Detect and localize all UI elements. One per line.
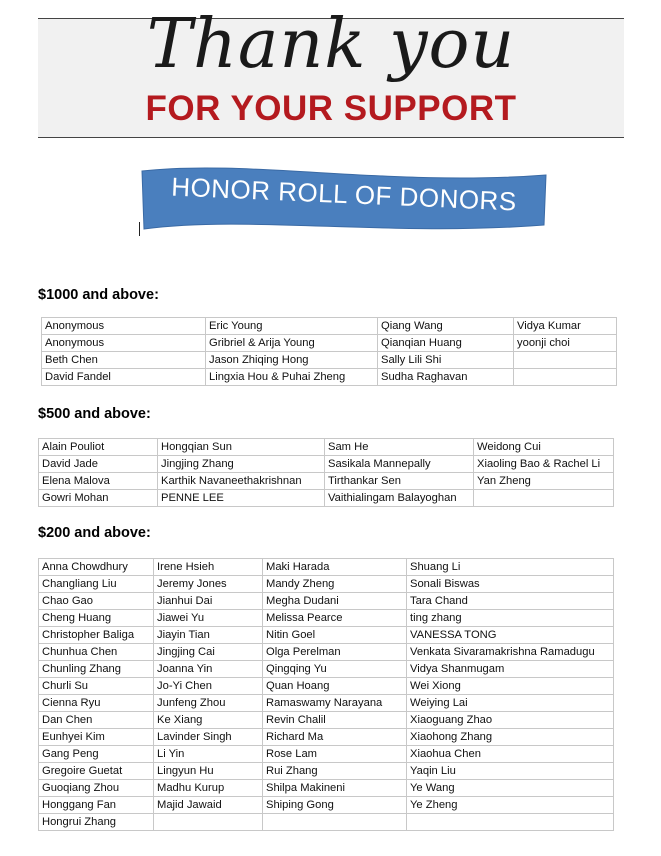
donor-cell: Beth Chen [42, 352, 206, 369]
donor-cell: Gowri Mohan [39, 490, 158, 507]
donor-cell: Yaqin Liu [407, 763, 614, 780]
donor-cell: Quan Hoang [263, 678, 407, 695]
donor-cell: Xiaohua Chen [407, 746, 614, 763]
donor-cell: Joanna Yin [154, 661, 263, 678]
donor-cell: Melissa Pearce [263, 610, 407, 627]
table-row [42, 352, 617, 369]
donor-cell: Mandy Zheng [263, 576, 407, 593]
donor-cell: Irene Hsieh [154, 559, 263, 576]
donor-cell: VANESSA TONG [407, 627, 614, 644]
donor-cell: Xiaoling Bao & Rachel Li [474, 456, 614, 473]
donor-cell [514, 352, 617, 369]
donor-cell: Sally Lili Shi [378, 352, 514, 369]
donor-cell: Olga Perelman [263, 644, 407, 661]
table-row [39, 712, 614, 729]
donor-cell: yoonji choi [514, 335, 617, 352]
donor-cell: Eric Young [206, 318, 378, 335]
donor-cell: Honggang Fan [39, 797, 154, 814]
donor-cell: Ramaswamy Narayana [263, 695, 407, 712]
donor-cell: Karthik Navaneethakrishnan [158, 473, 325, 490]
table-row [39, 746, 614, 763]
donor-cell: Ye Zheng [407, 797, 614, 814]
donor-cell: Jianhui Dai [154, 593, 263, 610]
table-row [42, 335, 617, 352]
donor-cell: Qianqian Huang [378, 335, 514, 352]
text-cursor [139, 222, 140, 236]
donor-cell: Jingjing Cai [154, 644, 263, 661]
donor-cell: Shiping Gong [263, 797, 407, 814]
table-row [39, 814, 614, 831]
donor-cell: Gribriel & Arija Young [206, 335, 378, 352]
table-row [39, 695, 614, 712]
table-row [39, 593, 614, 610]
table-row [39, 763, 614, 780]
donor-cell: Vaithialingam Balayoghan [325, 490, 474, 507]
table-row [42, 369, 617, 386]
donor-cell: Revin Chalil [263, 712, 407, 729]
table-row [39, 576, 614, 593]
donor-cell: Shilpa Makineni [263, 780, 407, 797]
donor-cell: Chunling Zhang [39, 661, 154, 678]
donor-cell: Sam He [325, 439, 474, 456]
section-title-200: $200 and above: [38, 525, 151, 541]
table-row [39, 780, 614, 797]
donor-cell: Xiaoguang Zhao [407, 712, 614, 729]
table-row [39, 627, 614, 644]
donor-cell: Gregoire Guetat [39, 763, 154, 780]
donor-cell: Rui Zhang [263, 763, 407, 780]
donor-cell: Chunhua Chen [39, 644, 154, 661]
section-title-1000: $1000 and above: [38, 287, 159, 303]
donor-cell [154, 814, 263, 831]
donor-cell: Richard Ma [263, 729, 407, 746]
table-row [42, 318, 617, 335]
donor-cell [407, 814, 614, 831]
donor-cell: Tirthankar Sen [325, 473, 474, 490]
donor-table-1000 [41, 317, 617, 386]
table-row [39, 729, 614, 746]
donor-cell [474, 490, 614, 507]
donor-cell: Ye Wang [407, 780, 614, 797]
donor-cell: Dan Chen [39, 712, 154, 729]
donor-cell: Alain Pouliot [39, 439, 158, 456]
table-row [39, 490, 614, 507]
donor-cell: Vidya Shanmugam [407, 661, 614, 678]
table-row [39, 610, 614, 627]
donor-cell: Sonali Biswas [407, 576, 614, 593]
table-row [39, 661, 614, 678]
table-row [39, 456, 614, 473]
donor-cell: Guoqiang Zhou [39, 780, 154, 797]
donor-cell: Hongqian Sun [158, 439, 325, 456]
donor-cell: Vidya Kumar [514, 318, 617, 335]
donor-cell: Tara Chand [407, 593, 614, 610]
donor-cell: Changliang Liu [39, 576, 154, 593]
ribbon-title: HONOR ROLL OF DONORS [170, 171, 518, 217]
donor-cell: Xiaohong Zhang [407, 729, 614, 746]
donor-cell: Jason Zhiqing Hong [206, 352, 378, 369]
donor-cell: Ke Xiang [154, 712, 263, 729]
donor-cell: Qingqing Yu [263, 661, 407, 678]
table-row [39, 797, 614, 814]
thank-you-script: Thank you [146, 5, 516, 84]
donor-cell: Lingxia Hou & Puhai Zheng [206, 369, 378, 386]
donor-cell: Jiawei Yu [154, 610, 263, 627]
donor-cell: Cheng Huang [39, 610, 154, 627]
donor-cell: Jeremy Jones [154, 576, 263, 593]
thank-you-banner [38, 5, 624, 138]
donor-cell: Jingjing Zhang [158, 456, 325, 473]
donor-cell: Sudha Raghavan [378, 369, 514, 386]
donor-cell: Cienna Ryu [39, 695, 154, 712]
donor-cell: Yan Zheng [474, 473, 614, 490]
donor-cell [263, 814, 407, 831]
donor-cell: Anonymous [42, 318, 206, 335]
donor-cell: Hongrui Zhang [39, 814, 154, 831]
donor-cell: PENNE LEE [158, 490, 325, 507]
donor-cell: Wei Xiong [407, 678, 614, 695]
support-heading: FOR YOUR SUPPORT [145, 89, 517, 128]
donor-cell: Gang Peng [39, 746, 154, 763]
donor-cell: Weiying Lai [407, 695, 614, 712]
donor-cell: Sasikala Mannepally [325, 456, 474, 473]
donor-table-500 [38, 438, 614, 507]
donor-table-200 [38, 558, 614, 831]
donor-cell: Nitin Goel [263, 627, 407, 644]
table-row [39, 559, 614, 576]
donor-cell: Churli Su [39, 678, 154, 695]
donor-cell: Venkata Sivaramakrishna Ramadugu [407, 644, 614, 661]
donor-cell: Anonymous [42, 335, 206, 352]
donor-cell: Anna Chowdhury [39, 559, 154, 576]
donor-cell: Jo-Yi Chen [154, 678, 263, 695]
donor-cell: Elena Malova [39, 473, 158, 490]
donor-cell: Madhu Kurup [154, 780, 263, 797]
donor-cell: Junfeng Zhou [154, 695, 263, 712]
donor-cell: Christopher Baliga [39, 627, 154, 644]
donor-cell: Megha Dudani [263, 593, 407, 610]
donor-cell: Weidong Cui [474, 439, 614, 456]
donor-cell: Shuang Li [407, 559, 614, 576]
donor-cell: Lavinder Singh [154, 729, 263, 746]
donor-cell: Eunhyei Kim [39, 729, 154, 746]
donor-cell: ting zhang [407, 610, 614, 627]
donor-cell: Rose Lam [263, 746, 407, 763]
donor-cell: Maki Harada [263, 559, 407, 576]
table-row [39, 473, 614, 490]
section-title-500: $500 and above: [38, 406, 151, 422]
donor-cell: David Jade [39, 456, 158, 473]
table-row [39, 644, 614, 661]
donor-cell: Chao Gao [39, 593, 154, 610]
donor-cell: Qiang Wang [378, 318, 514, 335]
donor-cell: Jiayin Tian [154, 627, 263, 644]
donor-cell: Lingyun Hu [154, 763, 263, 780]
table-row [39, 439, 614, 456]
table-row [39, 678, 614, 695]
donor-cell: Majid Jawaid [154, 797, 263, 814]
donor-cell [514, 369, 617, 386]
donor-cell: David Fandel [42, 369, 206, 386]
donor-cell: Li Yin [154, 746, 263, 763]
